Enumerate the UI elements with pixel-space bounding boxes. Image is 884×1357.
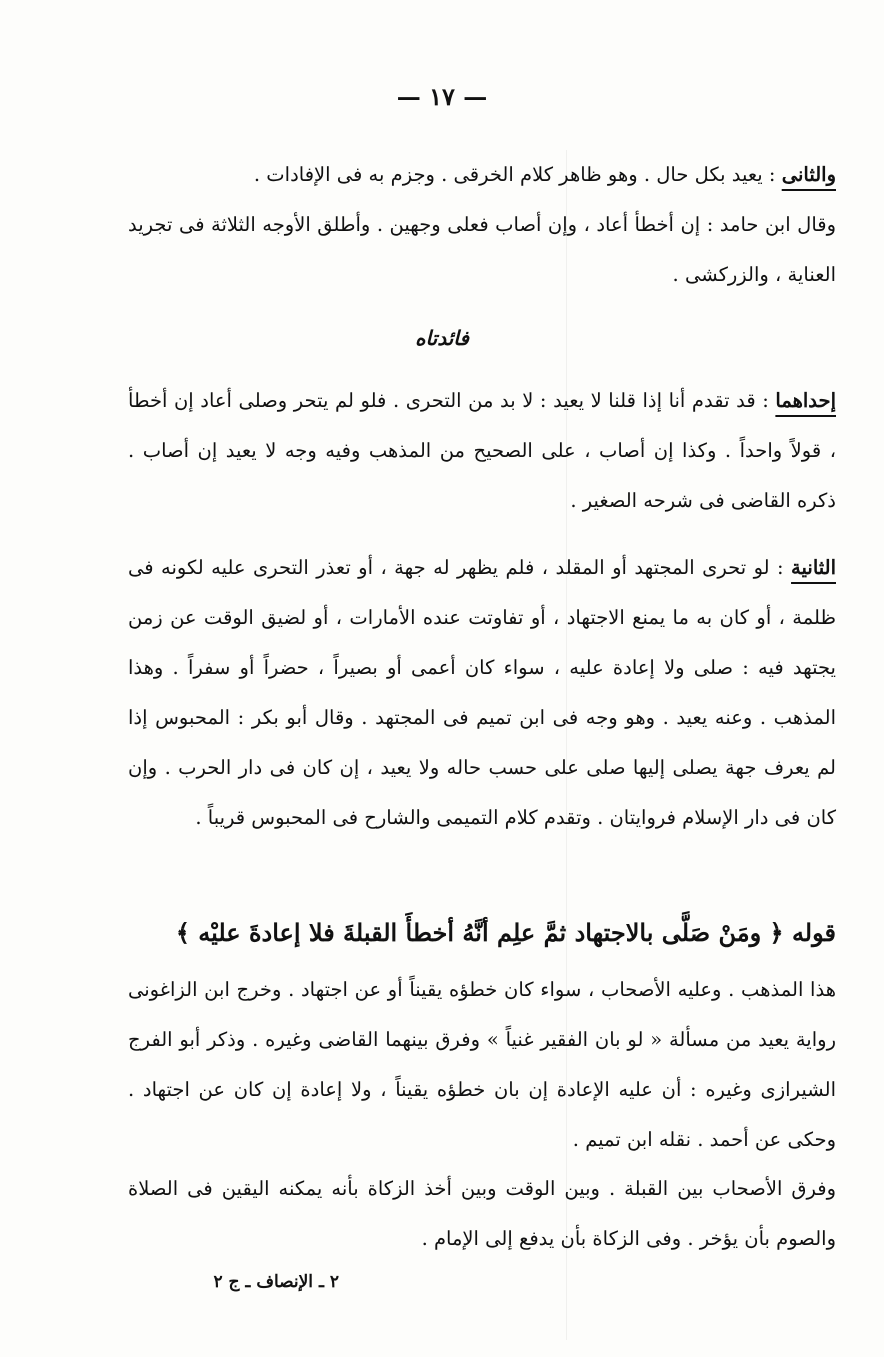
section-heading: فائدتاه (415, 326, 469, 350)
paragraph-first-benefit (128, 376, 836, 526)
paragraph-second-view (128, 150, 836, 300)
paragraph-body: : لو تحرى المجتهد أو المقلد ، فلم يظهر له جهة ، أو تعذر التحرى عليه لكونه فى ظلمة ، أو كان به ما يمنع الاجتهاد ، أو تفاوتت عنده الأمارات ، أو لضيق الوقت عن زمن يجتهد فيه : صلى ولا إعادة عليه ، سواء كان أعمى أو بصيراً ، حضراً أو سفراً . وهذا المذهب . وعنه يعيد . وهو وجه فى ابن تميم فى المجتهد . وقال أبو بكر : المحبوس إذا لم يعرف جهة يصلى إليها صلى على حسب حاله ولا يعيد ، إن كان فى دار الحرب . وإن كان فى دار الإسلام فروايتان . وتقدم كلام التميمى والشارح فى المحبوس قريباً . (128, 556, 836, 829)
paragraph-distinction (128, 1164, 836, 1264)
paragraph-body: : قد تقدم أنا إذا قلنا لا يعيد : لا بد من التحرى . فلو لم يتحر وصلى أعاد إن أخطأ ، قولاً واحداً . وكذا إن أصاب ، على الصحيح من المذهب وفيه وجه لا يعيد إن أصاب . ذكره القاضى فى شرحه الصغير . (128, 389, 836, 512)
paragraph-text (128, 150, 836, 200)
paragraph-lead-word: إحداهما (775, 389, 836, 412)
quoted-statement: قوله ﴿ ومَنْ صَلَّى بالاجتهاد ثمَّ علِم أنَّهُ أخطأَ القبلةَ فلا إعادةَ عليْه ﴾ (175, 918, 836, 947)
paragraph-body: هذا المذهب . وعليه الأصحاب ، سواء كان خطؤه يقيناً أو عن اجتهاد . وخرج ابن الزاغونى رواية يعيد من مسألة « لو بان الفقير غنياً » وفرق بينهما القاضى وغيره . وذكر أبو الفرج الشيرازى وغيره : أن عليه الإعادة إن بان خطؤه يقيناً ، ولا إعادة إن كان عن اجتهاد . وحكى عن أحمد . نقله ابن تميم . (128, 978, 836, 1151)
paragraph-line: : يعيد بكل حال . وهو ظاهر كلام الخرقى . وجزم به فى الإفادات . (253, 163, 782, 186)
paragraph-lead-word: والثانى (781, 163, 836, 186)
paragraph-text (128, 543, 836, 843)
paragraph-commentary (128, 965, 836, 1165)
paragraph-text (128, 376, 836, 526)
page-footer-signature: ٢ ـ الإنصاف ـ ج ٢ (213, 1272, 339, 1292)
page-number: — ١٧ — (396, 82, 488, 111)
paragraph-text: وقال ابن حامد : إن أخطأ أعاد ، وإن أصاب فعلى وجهين . وأطلق الأوجه الثلاثة فى تجريد العناية ، والزركشى . (128, 213, 836, 286)
paragraph-body: وفرق الأصحاب بين القبلة . وبين الوقت وبين أخذ الزكاة بأنه يمكنه اليقين فى الصلاة والصوم بأن يؤخر . وفى الزكاة بأن يدفع إلى الإمام . (128, 1177, 836, 1250)
paragraph-second-benefit (128, 543, 836, 843)
paragraph-lead-word: الثانية (791, 556, 836, 579)
